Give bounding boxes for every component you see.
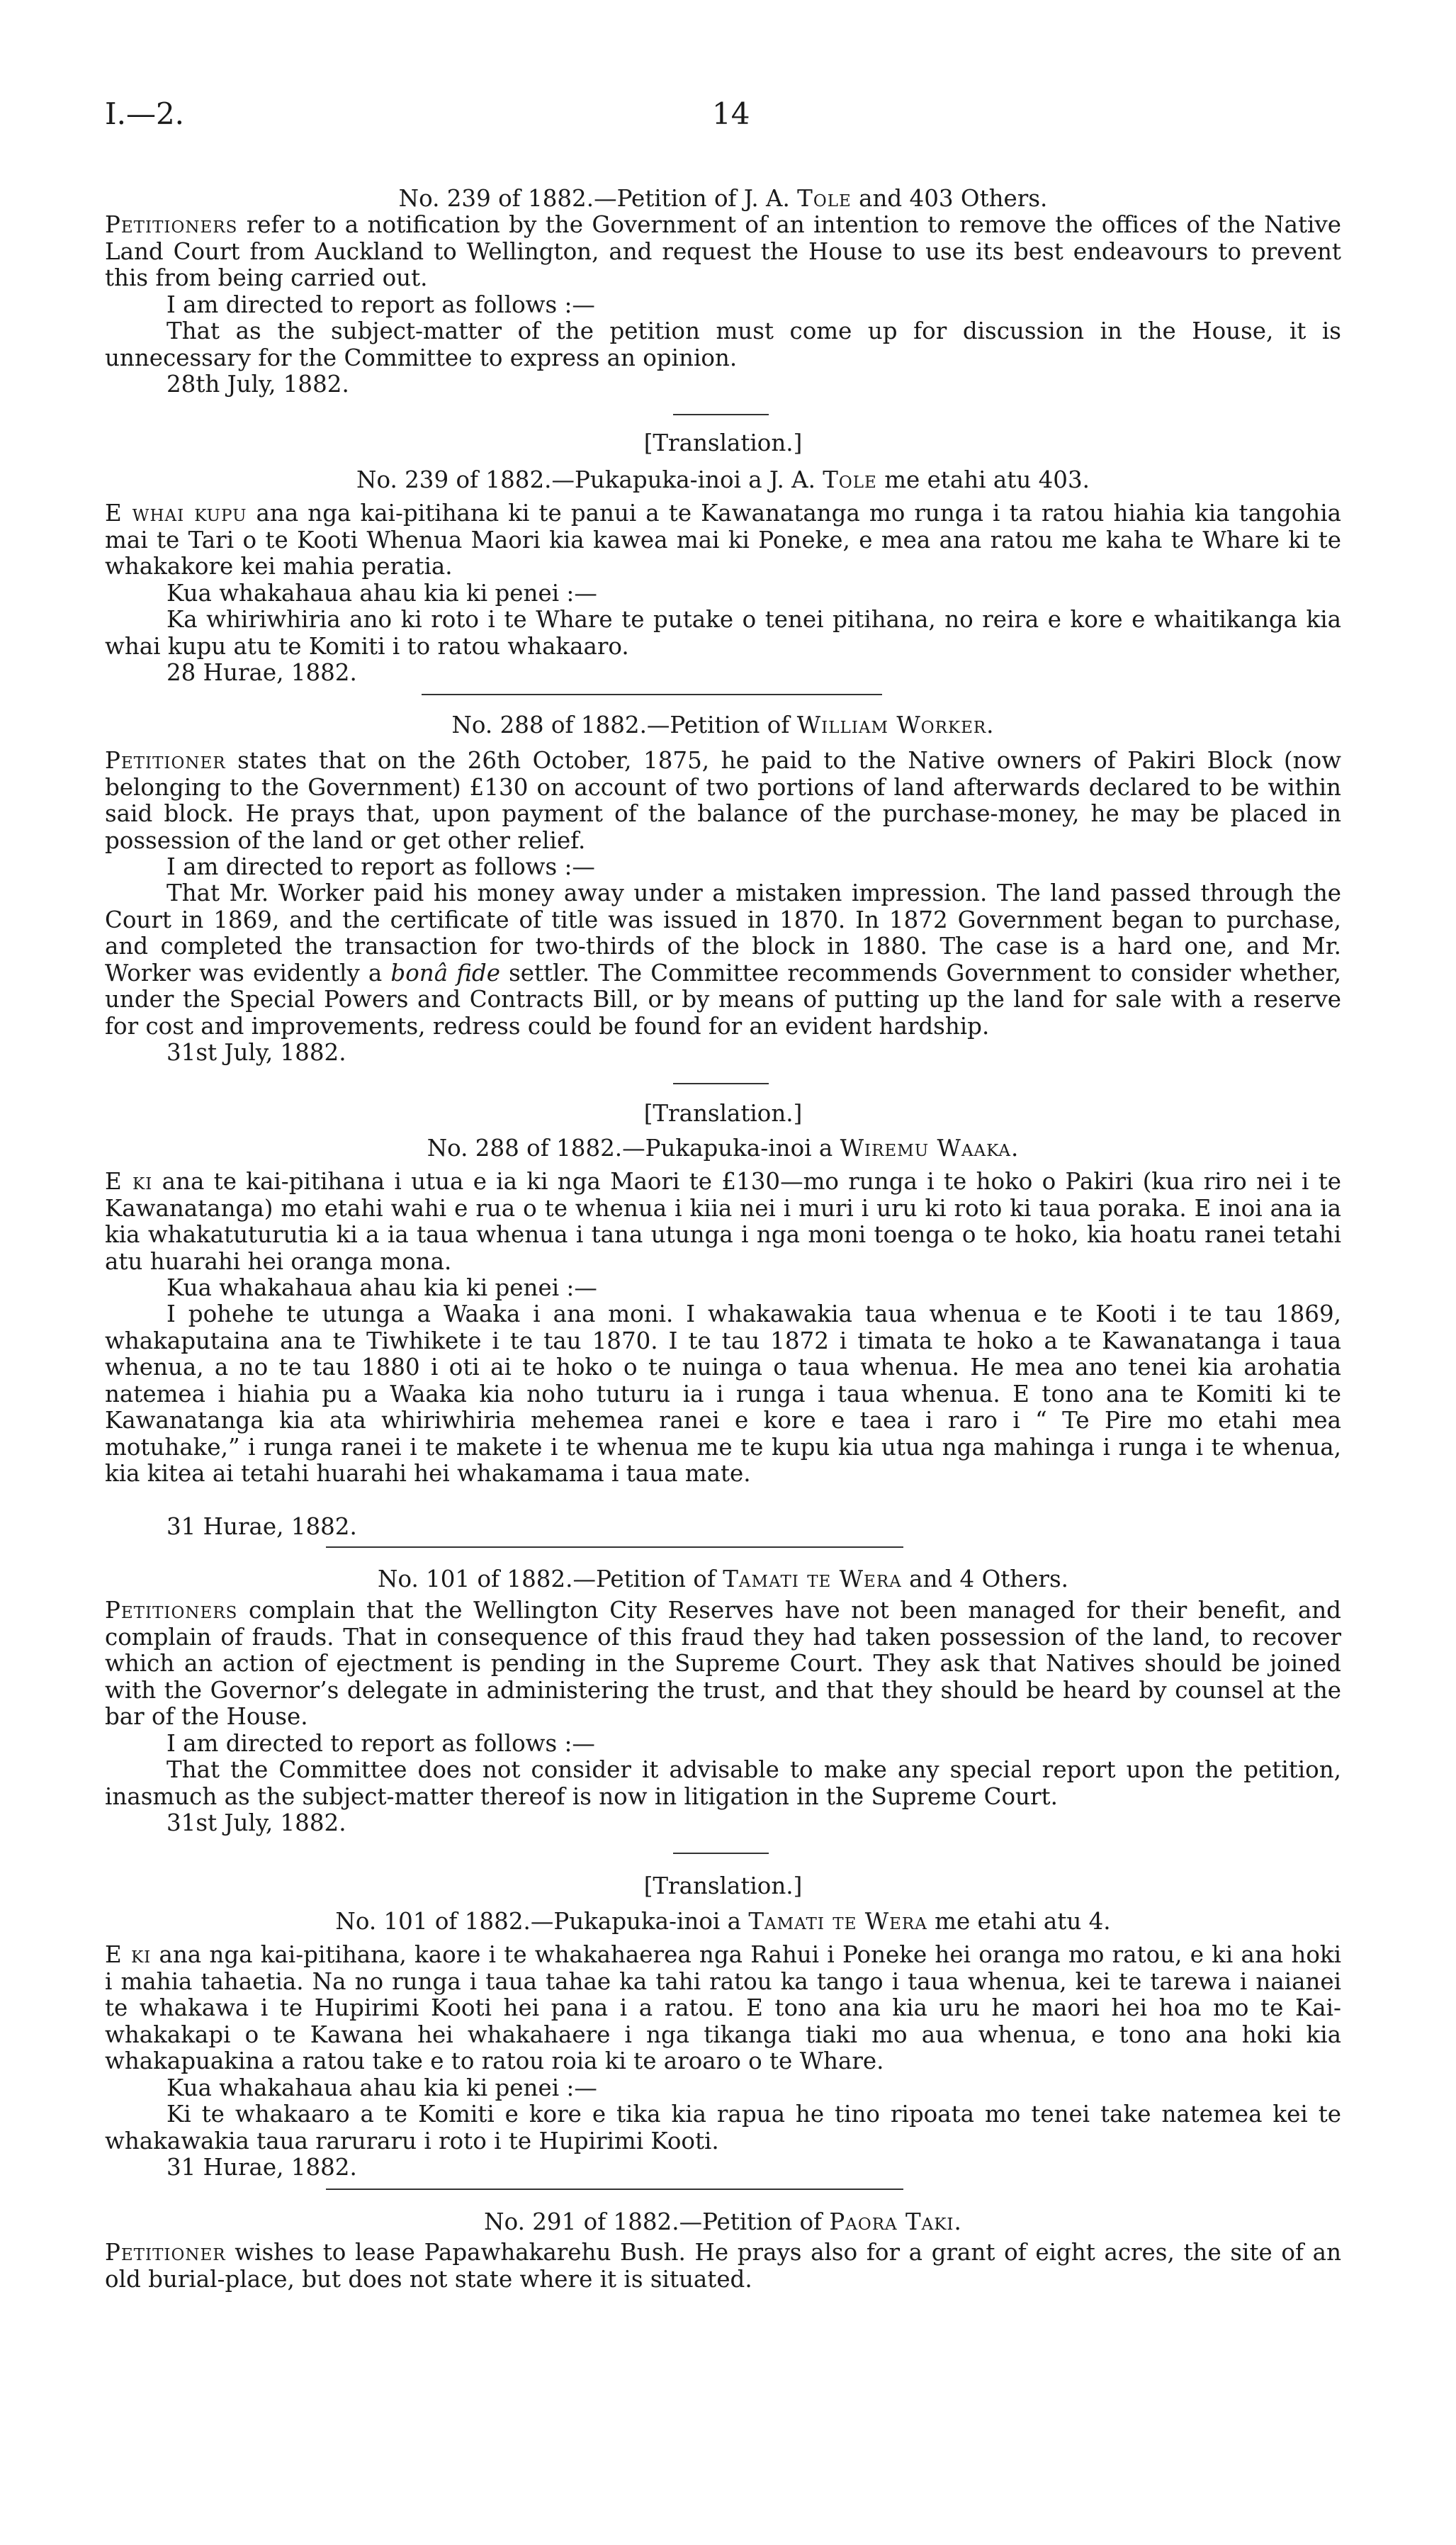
section-divider: [422, 694, 882, 695]
petition-239-report-intro: I am directed to report as follows :—: [167, 291, 595, 318]
page-number: 14: [712, 96, 750, 131]
petition-101-title: No. 101 of 1882.—Petition of Tamati te Wera and 4 Others.: [378, 1566, 1068, 1592]
section-divider: [673, 1083, 769, 1084]
petition-288-date: 31st July, 1882.: [167, 1039, 346, 1066]
petition-239-summary: Petitioners refer to a notification by the Government of an intention to remove the offices of the Native Land Court from Auckland to Wellington, and request the House to use its best endeavours to prevent this from being carried out.: [105, 211, 1341, 291]
petition-101-summary: Petitioners complain that the Wellington City Reserves have not been managed for their benefit, and complain of frauds. That in consequence of this fraud they had taken possession of the land, to recover which an action of ejectment is pending in the Supreme Court. They ask that Natives should be joined with the Governor’s delegate in administering the trust, and that they should be heard by counsel at the bar of the House.: [105, 1597, 1341, 1730]
petition-101-maori-title: No. 101 of 1882.—Pukapuka-inoi a Tamati te Wera me etahi atu 4.: [335, 1908, 1111, 1935]
petition-291-summary: Petitioner wishes to lease Papawhakarehu Bush. He prays also for a grant of eight acres, the site of an old burial-place, but does not state where it is situated.: [105, 2239, 1341, 2293]
petition-239-date: 28th July, 1882.: [167, 371, 349, 398]
petition-239-maori-report: Ka whiriwhiria ano ki roto i te Whare te putake o tenei pitihana, no reira e kore e whaitikanga kia whai kupu atu te Komiti i to ratou whakaaro.: [105, 606, 1341, 660]
petition-101-maori-report-intro: Kua whakahaua ahau kia ki penei :—: [167, 2074, 597, 2101]
section-divider: [673, 1853, 769, 1854]
petition-288-maori-report: I pohehe te utunga a Waaka i ana moni. I whakawakia taua whenua e te Kooti i te tau 1869, whakaputaina ana te Tiwhikete i te tau 1870. I te tau 1872 i timata te hoko a te Kawanatanga i taua whenua, a no te tau 1880 i oti ai te hoko o te nuinga o taua whenua. He mea ano tenei kia arohatia natemea i hiahia pu a Waaka kia noho tuturu ia i runga i taua whenua. E tono ana te Komiti ki te Kawanatanga kia ata whiriwhiria mehemea ranei e kore e taea i raro i “ Te Pire mo etahi mea motuhake,” i runga ranei i te makete i te whenua me te kupu kia utua nga mahinga i runga i te whenua, kia kitea ai tetahi huarahi hei whakamama i taua mate.: [105, 1300, 1341, 1487]
petition-101-date: 31st July, 1882.: [167, 1809, 346, 1836]
petition-288-report-intro: I am directed to report as follows :—: [167, 853, 595, 880]
petition-101-maori-report: Ki te whakaaro a te Komiti e kore e tika kia rapua he tino ripoata mo tenei take natemea kei te whakawakia taua raruraru i roto i te Hupirimi Kooti.: [105, 2101, 1341, 2154]
petition-288-summary: Petitioner states that on the 26th October, 1875, he paid to the Native owners of Pakiri Block (now belonging to the Government) £130 on account of two portions of land afterwards declared to be within said block. He prays that, upon payment of the balance of the purchase-money, he may be placed in possession of the land or get other relief.: [105, 747, 1341, 854]
petition-288-title: No. 288 of 1882.—Petition of William Worker.: [451, 712, 995, 738]
section-divider: [673, 414, 769, 415]
petition-239-maori-summary: E whai kupu ana nga kai-pitihana ki te panui a te Kawanatanga mo runga i ta ratou hiahia kia tangohia mai te Tari o te Kooti Whenua Maori kia kawea mai ki Poneke, e mea ana ratou me kaha te Whare ki te whakakore kei mahia peratia.: [105, 500, 1341, 580]
petition-239-title: No. 239 of 1882.—Petition of J. A. Tole and 403 Others.: [398, 185, 1048, 212]
petition-291-title: No. 291 of 1882.—Petition of Paora Taki.: [484, 2208, 962, 2235]
petition-101-report: That the Committee does not consider it advisable to make any special report upon the petition, inasmuch as the subject-matter thereof is now in litigation in the Supreme Court.: [105, 1756, 1341, 1810]
petition-288-maori-title: No. 288 of 1882.—Pukapuka-inoi a Wiremu Waaka.: [427, 1135, 1020, 1162]
translation-label: [Translation.]: [643, 1100, 803, 1127]
petition-239-report: That as the subject-matter of the petition must come up for discussion in the House, it is unnecessary for the Committee to express an opinion.: [105, 318, 1341, 371]
petition-288-maori-report-intro: Kua whakahaua ahau kia ki penei :—: [167, 1274, 597, 1301]
section-divider: [326, 2189, 903, 2190]
translation-label: [Translation.]: [643, 1872, 803, 1899]
petition-239-maori-report-intro: Kua whakahaua ahau kia ki penei :—: [167, 580, 597, 607]
petition-288-maori-summary: E ki ana te kai-pitihana i utua e ia ki nga Maori te £130—mo runga i te hoko o Pakiri (kua riro nei i te Kawanatanga) mo etahi wahi e rua o te whenua i kiia nei i muri i uru ki roto ki taua poraka. E inoi ana ia kia whakatuturutia ki a ia taua whenua i tana utunga i nga moni toenga o te hoko, kia hoatu ranei tetahi atu huarahi hei oranga mona.: [105, 1168, 1341, 1275]
petition-101-report-intro: I am directed to report as follows :—: [167, 1730, 595, 1757]
section-divider: [326, 1546, 903, 1548]
petition-288-report: That Mr. Worker paid his money away under a mistaken impression. The land passed through the Court in 1869, and the certificate of title was issued in 1870. In 1872 Government began to purchase, and completed the transaction for two-thirds of the block in 1880. The case is a hard one, and Mr. Worker was evidently a bonâ fide settler. The Committee recommends Government to consider whether, under the Special Powers and Contracts Bill, or by means of putting up the land for sale with a reserve for cost and improvements, redress could be found for an evident hardship.: [105, 880, 1341, 1040]
petition-239-maori-date: 28 Hurae, 1882.: [167, 659, 357, 686]
series-number: I.—2.: [105, 96, 185, 131]
petition-288-maori-date: 31 Hurae, 1882.: [167, 1513, 357, 1540]
petition-239-maori-title: No. 239 of 1882.—Pukapuka-inoi a J. A. Tole me etahi atu 403.: [356, 466, 1090, 493]
petition-101-maori-date: 31 Hurae, 1882.: [167, 2154, 357, 2181]
petition-101-maori-summary: E ki ana nga kai-pitihana, kaore i te whakahaerea nga Rahui i Poneke hei oranga mo ratou, e ki ana hoki i mahia tahaetia. Na no runga i taua tahae ka tahi ratou ka tango i taua whenua, kei te tarewa i naianei te whakawa i te Hupirimi Kooti hei pana i a ratou. E tono ana kia uru he maori hei hoa mo te Kai-whakakapi o te Kawana hei whakahaere i nga tikanga tiaki mo aua whenua, e tono ana hoki kia whakapuakina a ratou take e to ratou roia ki te aroaro o te Whare.: [105, 1941, 1341, 2074]
translation-label: [Translation.]: [643, 429, 803, 456]
